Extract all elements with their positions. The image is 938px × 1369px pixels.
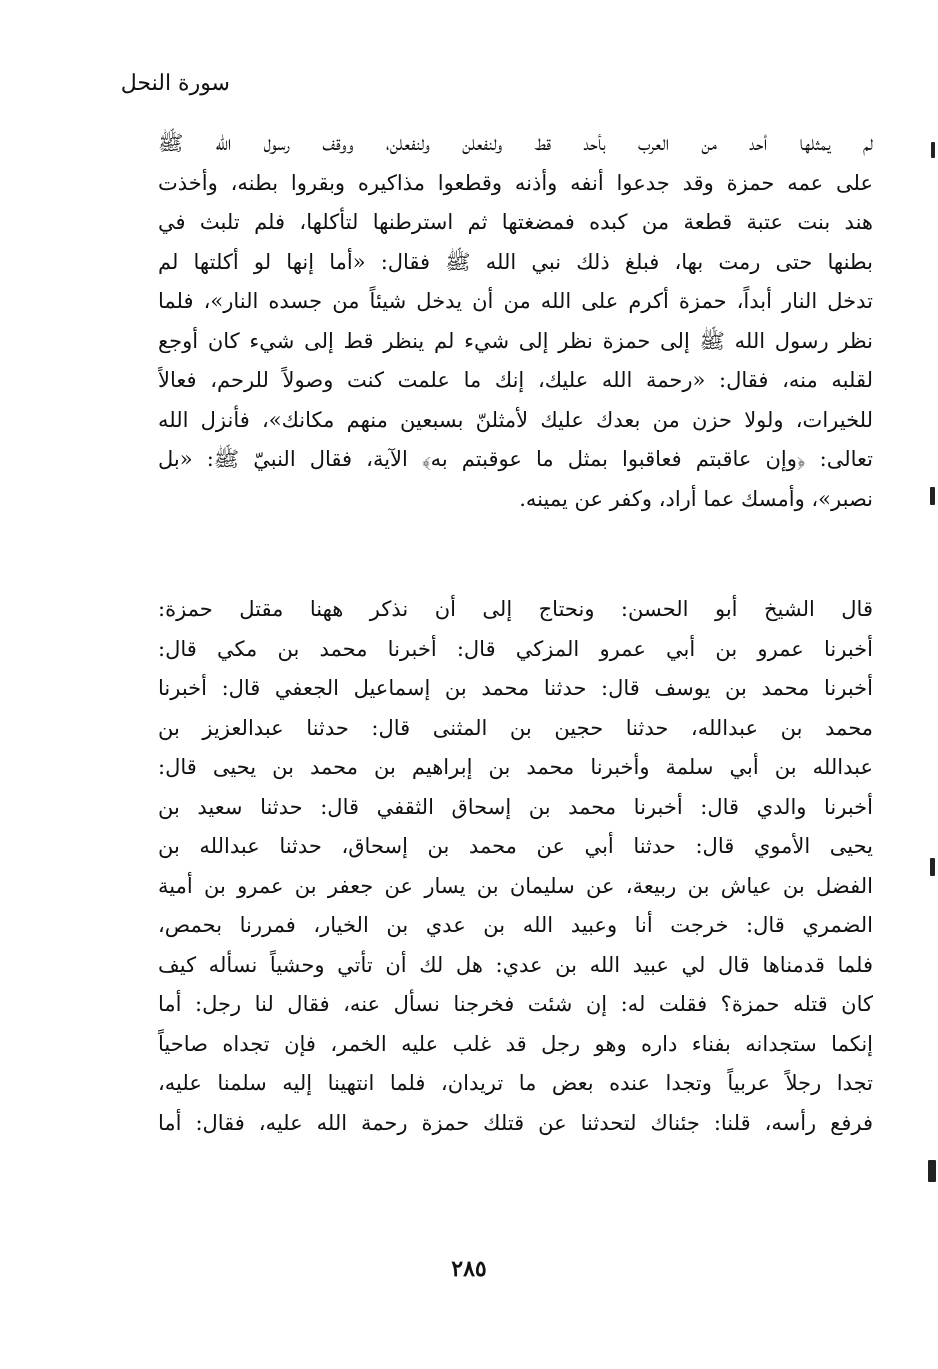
text-line: تعالى: ﴿وإن عاقبتم فعاقبوا بمثل ما عوقبتم به﴾ الآية، فقال النبيّ ﷺ: «بل <box>158 447 873 471</box>
text-line: فرفع رأسه، قلنا: جئناك لتحدثنا عن قتلك حمزة رحمة الله عليه، فقال: أما <box>158 1110 873 1135</box>
text-line: تجدا رجلاً عربياً وتجدا عنده بعض ما تريدان، فلما انتهينا إليه سلمنا عليه، <box>158 1071 873 1095</box>
text-line: أخبرنا والدي قال: أخبرنا محمد بن إسحاق الثقفي قال: حدثنا سعيد بن <box>158 794 873 819</box>
text-line: يحيى الأموي قال: حدثنا أبي عن محمد بن إسحاق، حدثنا عبدالله بن <box>158 834 873 858</box>
text-line: للخيرات، ولولا حزن من بعدك عليك لأمثلنّ بسبعين منهم مكانك»، فأنزل الله <box>158 407 873 432</box>
text-line: إنكما ستجدانه بفناء داره وهو رجل قد غلب عليه الخمر، فإن تجداه صاحياً <box>158 1031 873 1056</box>
page-number: ٢٨٥ <box>451 1256 487 1282</box>
paragraph-hadith-narration <box>158 124 873 519</box>
text-line: تدخل النار أبداً، حمزة أكرم على الله من أن يدخل شيئاً من جسده النار»، فلما <box>158 289 873 313</box>
text-line: نصبر»، وأمسك عما أراد، وكفر عن يمينه. <box>519 486 873 511</box>
text-line: الفضل بن عياش بن ربيعة، عن سليمان بن يسار عن جعفر بن عمرو بن أمية <box>158 873 873 898</box>
text-line: كان قتله حمزة؟ فقلت له: إن شئت فخرجنا نسأل عنه، فقال لنا رجل: أما <box>158 992 873 1016</box>
text-line: لم يمثلها أحد من العرب بأحد قط ولنفعلن ولنفعلن، ووقف رسول الله ﷺ <box>158 131 873 155</box>
scan-margin-mark <box>928 1160 936 1182</box>
scan-margin-mark <box>930 487 935 505</box>
text-line: أخبرنا عمرو بن أبي عمرو المزكي قال: أخبرنا محمد بن مكي قال: <box>158 636 873 661</box>
text-line: بطنها حتى رمت بها، فبلغ ذلك نبي الله ﷺ فقال: «أما إنها لو أكلتها لم <box>158 249 873 274</box>
text-line: عبدالله بن أبي سلمة وأخبرنا محمد بن إبراهيم بن محمد بن يحيى قال: <box>158 755 873 779</box>
text-line: هند بنت عتبة قطعة من كبده فمضغتها ثم استرطنها لتأكلها، فلم تلبث في <box>158 210 873 234</box>
text-line: على عمه حمزة وقد جدعوا أنفه وأذنه وقطعوا مذاكيره وبقروا بطنه، وأخذت <box>158 170 873 195</box>
running-head-surah-title: سورة النحل <box>120 71 230 96</box>
text-line: أخبرنا محمد بن يوسف قال: حدثنا محمد بن إسماعيل الجعفي قال: أخبرنا <box>158 676 873 700</box>
text-line: لقلبه منه، فقال: «رحمة الله عليك، إنك ما علمت كنت وصولاً للرحم، فعالاً <box>158 368 873 392</box>
scan-margin-mark <box>930 858 935 876</box>
text-line: نظر رسول الله ﷺ إلى حمزة نظر إلى شيء لم ينظر قط إلى شيء كان أوجع <box>158 328 873 353</box>
text-line: الضمري قال: خرجت أنا وعبيد الله بن عدي بن الخيار، فمررنا بحمص، <box>158 913 873 937</box>
paragraph-isnad-chain <box>158 590 873 1143</box>
scan-margin-mark <box>931 142 935 158</box>
text-line: فلما قدمناها قال لي عبيد الله بن عدي: هل لك أن تأتي وحشياً نسأله كيف <box>158 952 873 977</box>
text-line: محمد بن عبدالله، حدثنا حجين بن المثنى قال: حدثنا عبدالعزيز بن <box>158 715 873 740</box>
text-line: قال الشيخ أبو الحسن: ونحتاج إلى أن نذكر ههنا مقتل حمزة: <box>158 597 873 621</box>
